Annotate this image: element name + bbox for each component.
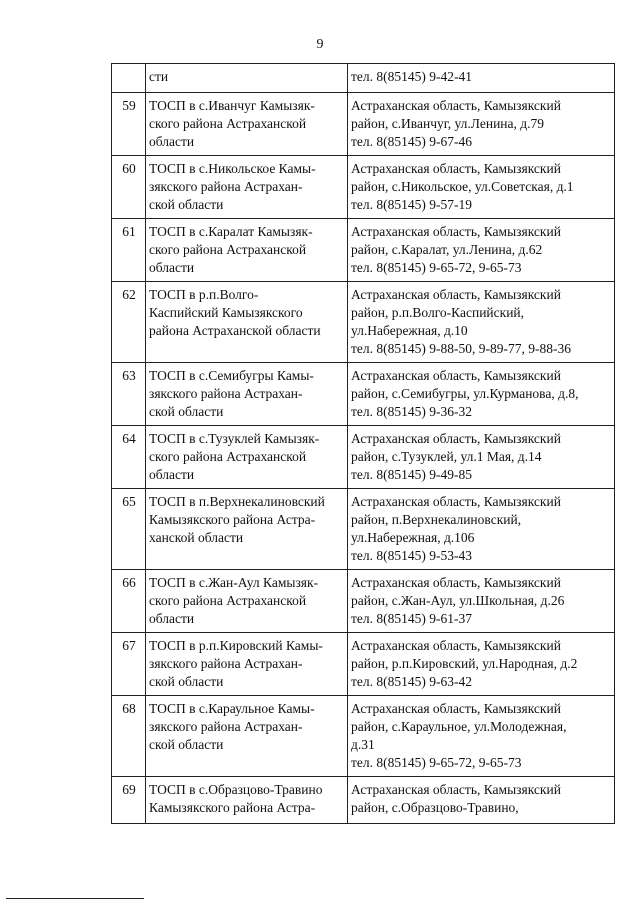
address-line: Астраханская область, Камызякский — [351, 98, 561, 113]
organization-line: сти — [149, 69, 169, 84]
table-row — [112, 426, 615, 489]
table-row — [112, 570, 615, 633]
address-cell — [348, 489, 615, 570]
organization-line: ТОСП в с.Никольское Камы- — [149, 161, 316, 176]
address-line: тел. 8(85145) 9-57-19 — [351, 197, 472, 212]
organization-line: ского района Астраханской — [149, 593, 307, 608]
organization-line: зякского района Астрахан- — [149, 179, 303, 194]
organization-line: ского района Астраханской — [149, 242, 307, 257]
row-number: 62 — [112, 282, 146, 363]
organization-line: ской области — [149, 674, 224, 689]
row-number: 61 — [112, 219, 146, 282]
table-row — [112, 282, 615, 363]
address-line: тел. 8(85145) 9-88-50, 9-89-77, 9-88-36 — [351, 341, 571, 356]
table-row — [112, 219, 615, 282]
table-row — [112, 64, 615, 93]
organization-line: ТОСП в п.Верхнекалиновский — [149, 494, 325, 509]
organization-cell — [146, 282, 348, 363]
address-line: Астраханская область, Камызякский — [351, 431, 561, 446]
organization-line: зякского района Астрахан- — [149, 719, 303, 734]
organization-line: области — [149, 467, 195, 482]
address-cell — [348, 363, 615, 426]
address-cell — [348, 426, 615, 489]
organization-line: ТОСП в с.Образцово-Травино — [149, 782, 323, 797]
organization-cell — [146, 64, 348, 93]
row-number: 60 — [112, 156, 146, 219]
organization-line: ТОСП в р.п.Волго- — [149, 287, 259, 302]
address-cell — [348, 570, 615, 633]
organization-line: ТОСП в р.п.Кировский Камы- — [149, 638, 323, 653]
address-line: ул.Набережная, д.106 — [351, 530, 475, 545]
address-line: район, р.п.Кировский, ул.Народная, д.2 — [351, 656, 578, 671]
address-cell — [348, 219, 615, 282]
address-line: тел. 8(85145) 9-36-32 — [351, 404, 472, 419]
organization-line: ской области — [149, 197, 224, 212]
organization-cell — [146, 363, 348, 426]
address-line: район, р.п.Волго-Каспийский, — [351, 305, 525, 320]
address-line: район, с.Образцово-Травино, — [351, 800, 519, 815]
address-line: Астраханская область, Камызякский — [351, 287, 561, 302]
row-number — [112, 64, 146, 93]
organization-cell — [146, 219, 348, 282]
row-number: 63 — [112, 363, 146, 426]
table-row — [112, 363, 615, 426]
address-cell — [348, 282, 615, 363]
row-number: 66 — [112, 570, 146, 633]
organization-line: области — [149, 134, 195, 149]
address-line: Астраханская область, Камызякский — [351, 782, 561, 797]
registry-table-body — [112, 64, 615, 824]
address-cell — [348, 696, 615, 777]
address-line: тел. 8(85145) 9-67-46 — [351, 134, 472, 149]
row-number: 64 — [112, 426, 146, 489]
row-number: 69 — [112, 777, 146, 824]
address-line: Астраханская область, Камызякский — [351, 494, 561, 509]
organization-line: ской области — [149, 404, 224, 419]
organization-line: области — [149, 611, 195, 626]
address-cell — [348, 633, 615, 696]
organization-line: ханской области — [149, 530, 244, 545]
organization-line: ТОСП в с.Тузуклей Камызяк- — [149, 431, 320, 446]
organization-line: зякского района Астрахан- — [149, 656, 303, 671]
organization-line: ТОСП в с.Жан-Аул Камызяк- — [149, 575, 319, 590]
address-line: район, с.Каралат, ул.Ленина, д.62 — [351, 242, 543, 257]
address-line: тел. 8(85145) 9-65-72, 9-65-73 — [351, 755, 522, 770]
organization-cell — [146, 426, 348, 489]
organization-line: Камызякского района Астра- — [149, 512, 316, 527]
address-line: Астраханская область, Камызякский — [351, 638, 561, 653]
organization-cell — [146, 156, 348, 219]
organization-cell — [146, 696, 348, 777]
address-line: район, с.Караульное, ул.Молодежная, — [351, 719, 567, 734]
organization-line: Камызякского района Астра- — [149, 800, 316, 815]
address-cell — [348, 64, 615, 93]
organization-line: ТОСП в с.Семибугры Камы- — [149, 368, 314, 383]
table-row — [112, 489, 615, 570]
address-line: район, п.Верхнекалиновский, — [351, 512, 522, 527]
address-line: д.31 — [351, 737, 375, 752]
address-line: тел. 8(85145) 9-42-41 — [351, 69, 472, 84]
row-number: 65 — [112, 489, 146, 570]
organization-line: ТОСП в с.Каралат Камызяк- — [149, 224, 313, 239]
organization-line: ТОСП в с.Караульное Камы- — [149, 701, 315, 716]
organization-line: ской области — [149, 737, 224, 752]
organization-cell — [146, 570, 348, 633]
table-row — [112, 156, 615, 219]
organization-line: Каспийский Камызякского — [149, 305, 303, 320]
address-line: тел. 8(85145) 9-63-42 — [351, 674, 472, 689]
row-number: 67 — [112, 633, 146, 696]
address-line: ул.Набережная, д.10 — [351, 323, 468, 338]
table-row — [112, 93, 615, 156]
row-number: 59 — [112, 93, 146, 156]
organization-line: зякского района Астрахан- — [149, 386, 303, 401]
organization-line: ского района Астраханской — [149, 116, 307, 131]
address-line: район, с.Жан-Аул, ул.Школьная, д.26 — [351, 593, 565, 608]
table-row — [112, 696, 615, 777]
organization-cell — [146, 93, 348, 156]
address-line: тел. 8(85145) 9-61-37 — [351, 611, 472, 626]
address-line: район, с.Семибугры, ул.Курманова, д.8, — [351, 386, 579, 401]
page-number: 9 — [316, 37, 324, 52]
organization-line: района Астраханской области — [149, 323, 321, 338]
address-cell — [348, 156, 615, 219]
row-number: 68 — [112, 696, 146, 777]
address-line: Астраханская область, Камызякский — [351, 575, 561, 590]
address-line: район, с.Никольское, ул.Советская, д.1 — [351, 179, 574, 194]
table-row — [112, 633, 615, 696]
address-cell — [348, 93, 615, 156]
address-line: район, с.Иванчуг, ул.Ленина, д.79 — [351, 116, 545, 131]
address-line: Астраханская область, Камызякский — [351, 224, 561, 239]
address-line: район, с.Тузуклей, ул.1 Мая, д.14 — [351, 449, 542, 464]
organization-line: ского района Астраханской — [149, 449, 307, 464]
table-row — [112, 777, 615, 824]
address-line: тел. 8(85145) 9-53-43 — [351, 548, 472, 563]
address-line: тел. 8(85145) 9-49-85 — [351, 467, 472, 482]
address-line: Астраханская область, Камызякский — [351, 368, 561, 383]
address-line: тел. 8(85145) 9-65-72, 9-65-73 — [351, 260, 522, 275]
address-cell — [348, 777, 615, 824]
organization-line: области — [149, 260, 195, 275]
organization-cell — [146, 633, 348, 696]
organization-line: ТОСП в с.Иванчуг Камызяк- — [149, 98, 315, 113]
registry-table — [111, 63, 615, 824]
footnote-rule — [6, 898, 144, 899]
organization-cell — [146, 777, 348, 824]
address-line: Астраханская область, Камызякский — [351, 701, 561, 716]
address-line: Астраханская область, Камызякский — [351, 161, 561, 176]
organization-cell — [146, 489, 348, 570]
